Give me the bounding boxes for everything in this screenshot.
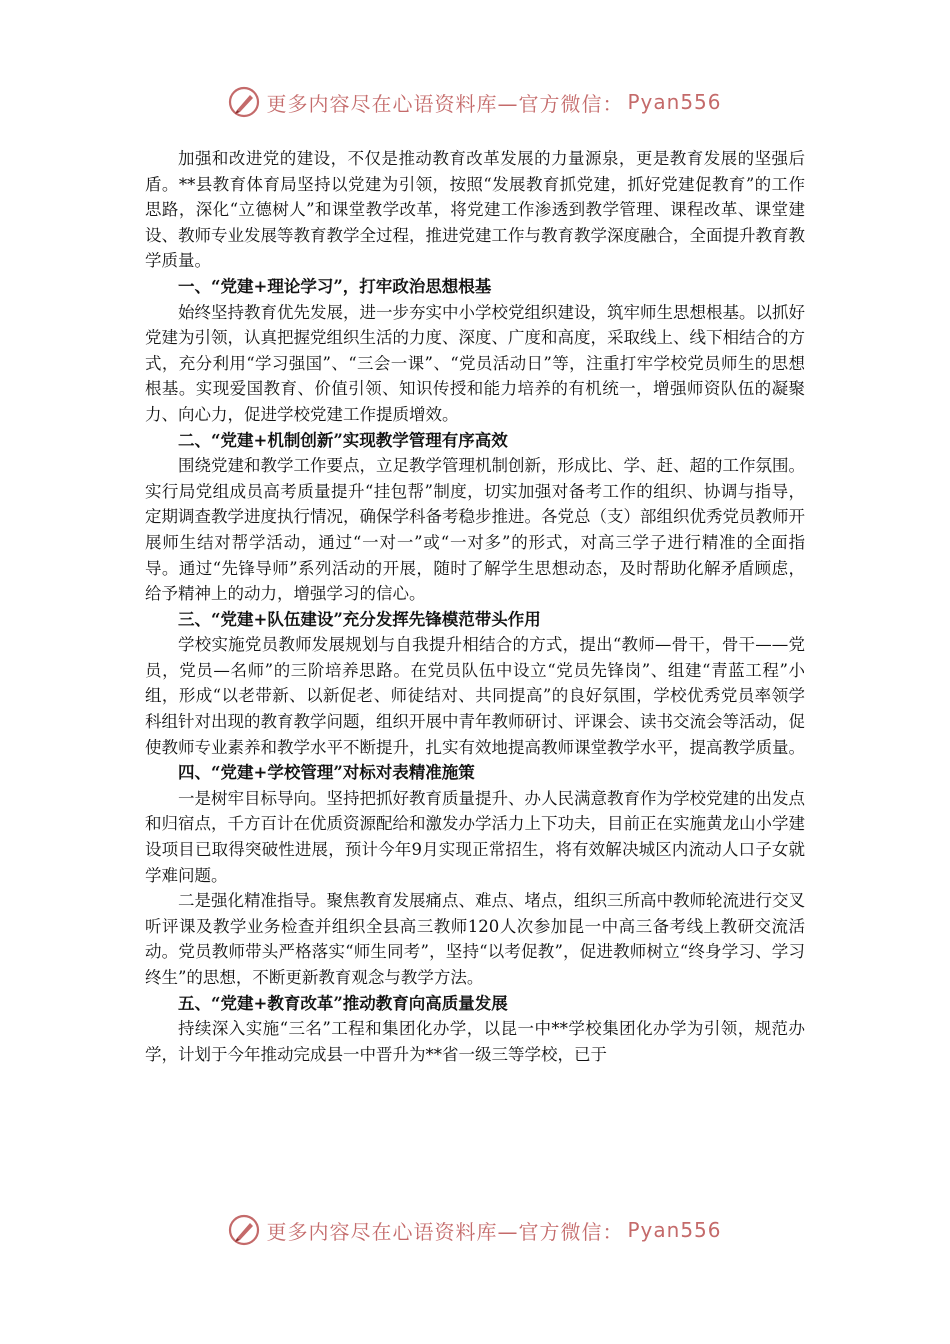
- body-paragraph: 始终坚持教育优先发展，进一步夯实中小学校党组织建设，筑牢师生思想根基。以抓好党建为引领，认真把握党组织生活的力度、深度、广度和高度，采取线上、线下相结合的方式，充分利用“学习强国”、“三会一课”、“党员活动日”等，注重打牢学校党员师生的思想根基。实现爱国教育、价值引领、知识传授和能力培养的有机统一，增强师资队伍的凝聚力、向心力，促进学校党建工作提质增效。: [145, 302, 805, 424]
- body-paragraph: 持续深入实施“三名”工程和集团化办学，以昆一中**学校集团化办学为引领，规范办学，计划于今年推动完成县一中晋升为**省一级三等学校，已于: [145, 1019, 805, 1064]
- section-heading: 二、“党建+机制创新”实现教学管理有序高效: [178, 430, 508, 450]
- pen-logo-icon: [228, 86, 260, 118]
- section-heading: 三、“党建+队伍建设”充分发挥先锋模范带头作用: [178, 609, 541, 629]
- document-body: [145, 146, 805, 1067]
- banner-text: 更多内容尽在心语资料库—官方微信：: [266, 91, 624, 116]
- body-paragraph: 一是树牢目标导向。坚持把抓好教育质量提升、办人民满意教育作为学校党建的出发点和归宿点，千方百计在优质资源配给和激发办学活力上下功夫，目前正在实施黄龙山小学建设项目已取得突破性进展，预计今年9月实现正常招生，将有效解决城区内流动人口子女就学难问题。: [145, 788, 805, 885]
- section-heading: 四、“党建+学校管理”对标对表精准施策: [178, 763, 475, 783]
- banner-text: 更多内容尽在心语资料库—官方微信：: [266, 1219, 624, 1244]
- section-heading: 五、“党建+教育改革”推动教育向高质量发展: [178, 993, 508, 1013]
- footer-banner: [0, 1210, 950, 1250]
- banner-wechat-id: Pyan556: [627, 1218, 722, 1242]
- body-paragraph: 二是强化精准指导。聚焦教育发展痛点、难点、堵点，组织三所高中教师轮流进行交叉听评课及教学业务检查并组织全县高三教师120人次参加昆一中高三备考线上教研交流活动。党员教师带头严格落实“师生同考”，坚持“以考促教”，促进教师树立“终身学习、学习终生”的思想，不断更新教育观念与教学方法。: [145, 891, 805, 987]
- body-paragraph: 学校实施党员教师发展规划与自我提升相结合的方式，提出“教师—骨干，骨干——党员，党员—名师”的三阶培养思路。在党员队伍中设立“党员先锋岗”、组建“青蓝工程”小组，形成“以老带新、以新促老、师徒结对、共同提高”的良好氛围，学校优秀党员率领学科组针对出现的教育教学问题，组织开展中青年教师研讨、评课会、读书交流会等活动，促使教师专业素养和教学水平不断提升，扎实有效地提高教师课堂教学水平，提高教学质量。: [145, 635, 805, 757]
- body-paragraph: 加强和改进党的建设，不仅是推动教育改革发展的力量源泉，更是教育发展的坚强后盾。**县教育体育局坚持以党建为引领，按照“发展教育抓党建，抓好党建促教育”的工作思路，深化“立德树人”和课堂教学改革，将党建工作渗透到教学管理、课程改革、课堂建设、教师专业发展等教育教学全过程，推进党建工作与教育教学深度融合，全面提升教育教学质量。: [145, 149, 805, 271]
- section-heading: 一、“党建+理论学习”，打牢政治思想根基: [178, 276, 492, 296]
- banner-wechat-id: Pyan556: [627, 90, 722, 114]
- header-banner: [0, 82, 950, 122]
- pen-logo-icon: [228, 1214, 260, 1246]
- body-paragraph: 围绕党建和教学工作要点，立足教学管理机制创新，形成比、学、赶、超的工作氛围。实行局党组成员高考质量提升“挂包帮”制度，切实加强对备考工作的组织、协调与指导，定期调查教学进度执行情况，确保学科备考稳步推进。各党总（支）部组织优秀党员教师开展师生结对帮学活动，通过“一对一”或“一对多”的形式，对高三学子进行精准的全面指导。通过“先锋导师”系列活动的开展，随时了解学生思想动态，及时帮助化解矛盾顾虑，给予精神上的动力，增强学习的信心。: [145, 456, 805, 604]
